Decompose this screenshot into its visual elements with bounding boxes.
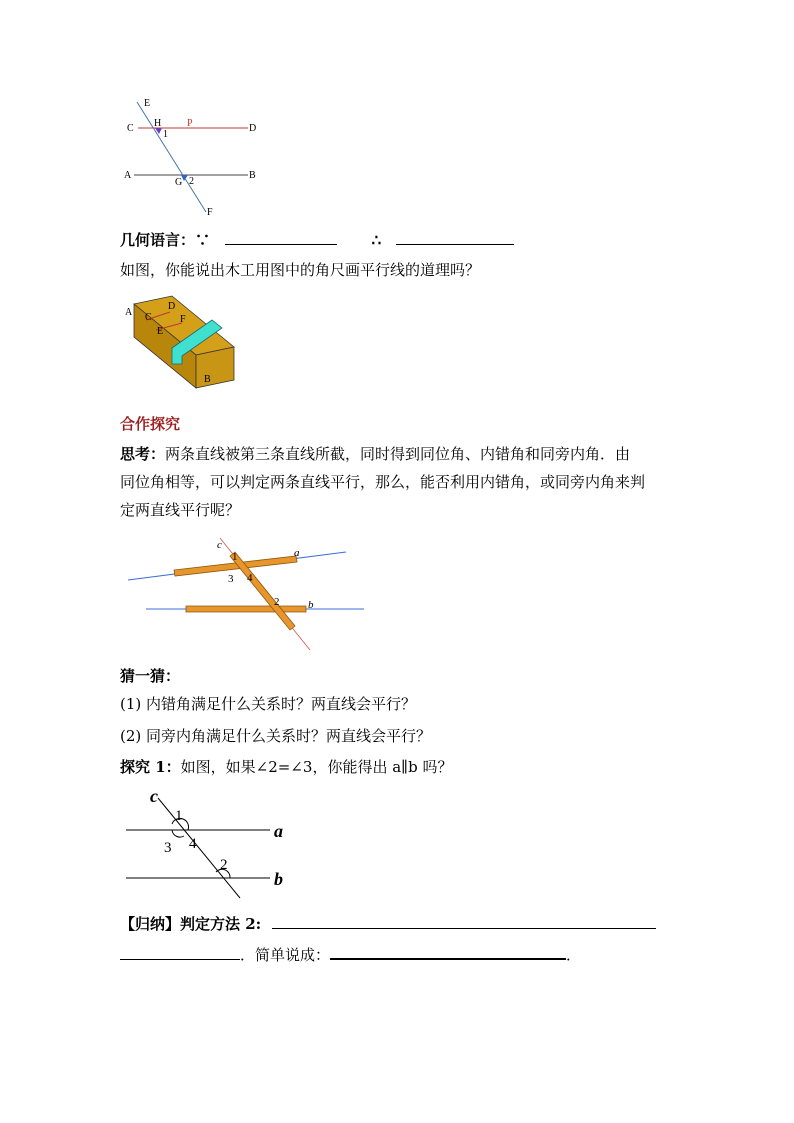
explore-1-line <box>120 757 452 777</box>
label-d: D <box>168 301 176 312</box>
carpenter-question: 如图，你能说出木工用图中的角尺画平行线的道理吗？ <box>120 261 481 279</box>
because-blank[interactable] <box>225 230 337 245</box>
therefore-symbol: ∴ <box>371 231 382 249</box>
label-1: 1 <box>163 129 168 140</box>
guess-question-1: (1) 内错角满足什么关系时？两直线会平行？ <box>120 695 417 713</box>
method-2-blank-1[interactable] <box>272 914 656 929</box>
summary-line-2 <box>120 944 581 965</box>
label-4: 4 <box>247 572 253 584</box>
label-h: H <box>154 118 162 129</box>
figure-lines-a-b-c <box>120 784 300 904</box>
geometry-language-line <box>120 230 514 250</box>
label-2: 2 <box>189 176 194 187</box>
stick-b <box>186 606 306 612</box>
angle-3-arc <box>172 830 184 837</box>
label-g: G <box>175 177 183 188</box>
label-1: 1 <box>175 808 183 824</box>
label-b: B <box>249 170 256 181</box>
summary-line-1 <box>120 914 656 934</box>
think-line-2: 同位角相等，可以判定两条直线平行，那么，能否利用内错角，或同旁内角来判 <box>120 473 646 491</box>
label-3: 3 <box>228 573 234 585</box>
explore-1-label: 探究 1： <box>120 758 181 776</box>
label-3: 3 <box>164 840 172 856</box>
therefore-blank[interactable] <box>396 230 514 245</box>
label-e: E <box>144 98 151 109</box>
label-e: E <box>157 326 164 337</box>
guess-question-2: (2) 同旁内角满足什么关系时？两直线会平行？ <box>120 727 432 745</box>
figure-transversal-parallel <box>118 94 268 219</box>
label-d: D <box>249 123 257 134</box>
label-a: A <box>125 307 133 318</box>
label-b: B <box>204 374 211 385</box>
label-c: c <box>150 786 158 806</box>
label-2: 2 <box>274 596 280 608</box>
label-b: b <box>274 869 283 889</box>
label-a: A <box>124 170 132 181</box>
label-c: C <box>127 123 134 134</box>
think-label: 思考： <box>120 445 166 463</box>
line-ef <box>137 102 206 212</box>
geometry-language-label: 几何语言： <box>120 231 196 249</box>
label-b: b <box>308 599 314 611</box>
summary-end-period: ． <box>566 946 582 964</box>
simply-said-blank[interactable] <box>330 944 566 960</box>
label-a: a <box>294 547 300 559</box>
label-c: c <box>217 539 222 551</box>
label-f: F <box>207 207 213 218</box>
because-symbol: ∵ <box>195 231 211 249</box>
label-4: 4 <box>189 836 197 852</box>
explore-1-text: 如图，如果∠2=∠3，你能得出 a∥b 吗？ <box>180 758 453 776</box>
simply-said-label: ．简单说成： <box>240 946 331 964</box>
figure-sticks <box>126 536 372 654</box>
label-a: a <box>274 821 283 841</box>
label-1: 1 <box>232 551 238 563</box>
think-paragraph <box>120 440 660 524</box>
think-line-1: 两条直线被第三条直线所截，同时得到同位角、内错角和同旁内角．由 <box>165 445 631 463</box>
label-f: F <box>180 314 186 325</box>
figure-carpenter-square <box>120 292 242 392</box>
cooperative-exploration-title: 合作探究 <box>120 415 181 433</box>
summary-label: 【归纳】判定方法 2: <box>120 915 262 933</box>
method-2-blank-2[interactable] <box>120 945 240 960</box>
label-2: 2 <box>220 857 228 873</box>
think-line-3: 定两直线平行呢？ <box>120 501 241 519</box>
guess-title: 猜一猜： <box>120 667 181 685</box>
label-p: P <box>187 118 193 129</box>
label-c: C <box>145 312 152 323</box>
